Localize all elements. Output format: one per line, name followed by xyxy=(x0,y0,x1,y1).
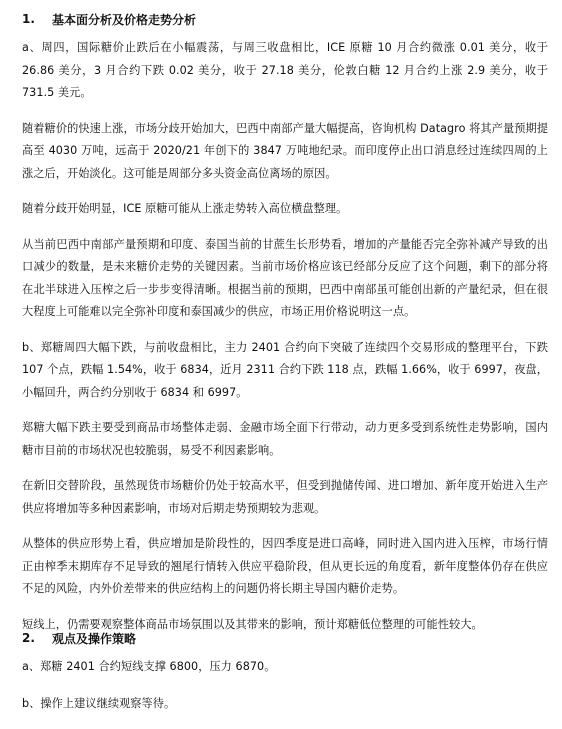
paragraph-ice-outlook: 随着分歧开始明显，ICE 原糖可能从上涨走势转入高位横盘整理。 xyxy=(22,202,348,215)
paragraph-transition: 在新旧交替阶段，虽然现货市场糖价仍处于较高水平，但受到抛储传闻、进口增加、新年度开始进入生产供应将增加等多种因素影响，市场对后期走势预期较为悲观。 xyxy=(22,479,548,515)
paragraph-decline-reason: 郑糖大幅下跌主要受到商品市场整体走弱、金融市场全面下行带动，动力更多受到系统性走势影响，国内糖市目前的市场状况也较脆弱，易受不利因素影响。 xyxy=(22,421,548,457)
section-number: 1. xyxy=(22,12,35,26)
section-title: 观点及操作策略 xyxy=(52,631,137,646)
paragraph-short-term: 短线上，仍需要观察整体商品市场氛围以及其带来的影响，预计郑糖低位整理的可能性较大。 xyxy=(22,617,483,631)
strategy-body xyxy=(22,656,548,729)
paragraph-supply-factors: 从当前巴西中南部产量预期和印度、泰国当前的甘蔗生长形势看，增加的产量能否完全弥补减产导致的出口减少的数量，是未来糖价走势的关键因素。当前市场价格应该已经部分反应了这个问题，剩下的部分将在北半球进入压榨之后一步步变得清晰。根据当前的预期，巴西中南部虽可能创出新的产量纪录，但在很大程度上可能难以完全弥补印度和泰国减少的供应，市场正用价格说明这一点。 xyxy=(22,237,548,318)
strategy-item: b、操作上建议继续观察等待。 xyxy=(22,696,176,710)
section-title: 基本面分析及价格走势分析 xyxy=(52,12,197,27)
analysis-body xyxy=(22,37,548,636)
section-heading-2 xyxy=(22,627,136,649)
strategy-item: a、郑糖 2401 合约短线支撑 6800，压力 6870。 xyxy=(22,660,276,673)
paragraph-zhengzhou-summary: b、郑糖周四大幅下跌，与前收盘相比，主力 2401 合约向下突破了连续四个交易形成的整理平台，下跌 107 个点，跌幅 1.54%，收于 6834，近月 2311 合约下跌 118 点，跌幅 1.66%，收于 6997，夜盘，小幅回升，两合约分别收于 6834 和 6997。 xyxy=(22,340,548,399)
paragraph-supply-outlook: 从整体的供应形势上看，供应增加是阶段性的，因四季度是进口高峰，同时进入国内进入压榨，市场行情正由榨季末期库存不足导致的翘尾行情转入供应平稳阶段，但从更长远的角度看，新年度整体仍存在供应不足的风险，内外价差带来的供应结构上的问题仍将长期主导国内糖价走势。 xyxy=(22,537,548,595)
section-heading-1 xyxy=(22,8,196,30)
section-number: 2. xyxy=(22,631,35,645)
paragraph-brazil-output: 随着糖价的快速上涨，市场分歧开始加大，巴西中南部产量大幅提高，咨询机构 Datagro 将其产量预期提高至 4030 万吨，远高于 2020/21 年创下的 3847 万吨地纪录。而印度停止出口消息经过连续四周的上涨之后，开始淡化。这可能是周部分多头资金高位离场的原因。 xyxy=(22,121,548,180)
paragraph-ice-summary: a、周四，国际糖价止跌后在小幅震荡，与周三收盘相比，ICE 原糖 10 月合约微涨 0.01 美分，收于 26.86 美分，3 月合约下跌 0.02 美分，收于 27.18 美分，伦敦白糖 12 月合约上涨 2.9 美分，收于 731.5 美元。 xyxy=(22,41,548,99)
